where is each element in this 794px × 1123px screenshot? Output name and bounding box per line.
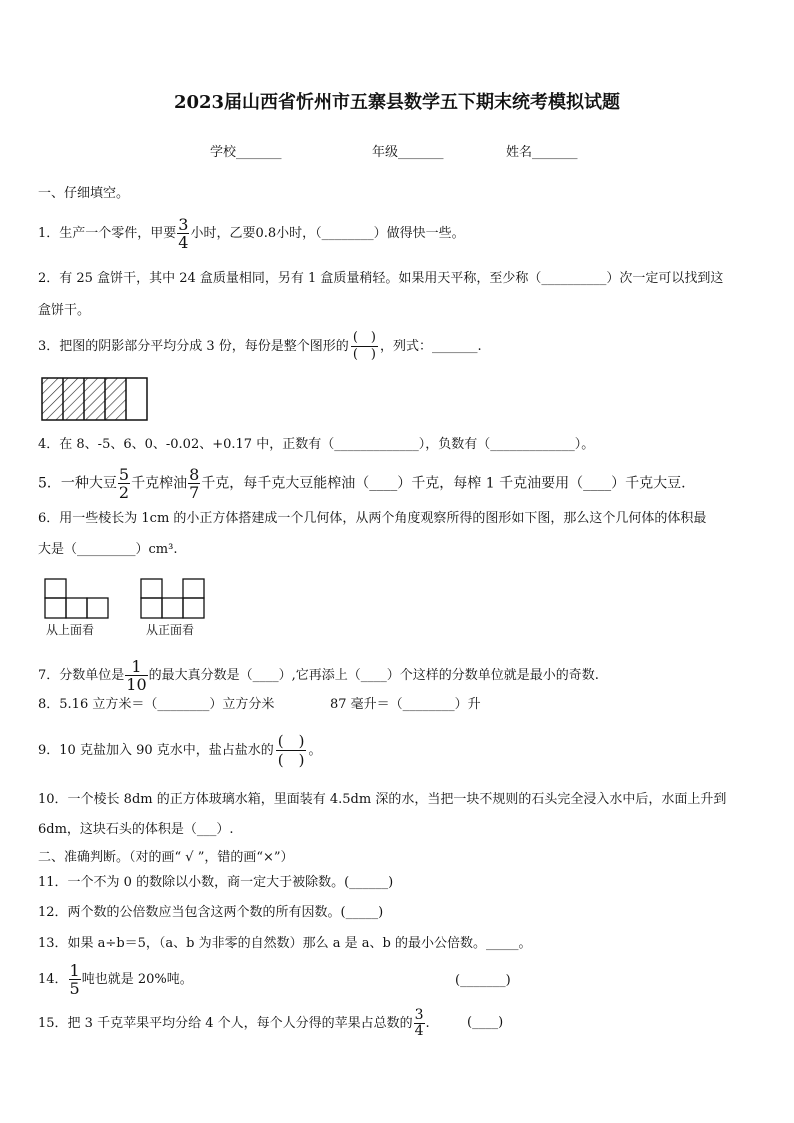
question-10-line-2: 6dm，这块石头的体积是（___）. <box>38 822 234 837</box>
question-3: 3．把图的阴影部分平均分成 3 份，每份是整个图形的 $\frac{( )}{( )}$ ，列式：_______. <box>38 330 482 362</box>
front-view-label: 从正面看 <box>146 623 195 637</box>
question-11: 11．一个不为 0 的数除以小数，商一定大于被除数。(______) <box>38 875 394 890</box>
section-2-heading: 二、准确判断。（对的画“ √ ”，错的画“×”） <box>38 850 294 865</box>
question-7: 7．分数单位是 $\frac{1}{10}$ 的最大真分数是（____）,它再添上（____）个这样的分数单位就是最小的奇数. <box>38 657 599 694</box>
fraction-blank: $\frac{( )}{( )}$ <box>277 732 305 769</box>
top-view-figure <box>44 578 110 620</box>
question-13: 13．如果 a÷b＝5，（a、b 为非零的自然数）那么 a 是 a、b 的最小公倍数。_____。 <box>38 936 532 951</box>
question-2-line-2: 盒饼干。 <box>38 303 91 318</box>
question-2-line-1: 2．有 25 盒饼干，其中 24 盒质量相同，另有 1 盒质量稍轻。如果用天平称，至少称（__________）次一定可以找到这 <box>38 271 724 286</box>
question-8-part-1: 8．5.16 立方米＝（________）立方分米 <box>38 697 275 712</box>
fraction: $\frac{1}{5}$ <box>69 961 80 998</box>
question-14: 14． $\frac{1}{5}$ 吨也就是 20%吨。 <box>38 961 193 998</box>
grade-field[interactable]: 年级_______ <box>372 145 444 160</box>
top-view-label: 从上面看 <box>46 623 95 637</box>
fraction: $\frac{8}{7}$ <box>189 465 200 502</box>
fraction: $\frac{1}{10}$ <box>126 657 147 694</box>
fraction-blank: $\frac{( )}{( )}$ <box>352 330 376 362</box>
front-view-figure <box>140 578 208 620</box>
name-field[interactable]: 姓名_______ <box>506 145 578 160</box>
question-15-answer-blank[interactable]: (____) <box>467 1015 504 1030</box>
question-8-part-2: 87 毫升＝（________）升 <box>330 697 481 712</box>
question-1: 1．生产一个零件，甲要 $\frac{3}{4}$ 小时，乙要0.8小时，（________）做得快一些。 <box>38 215 465 252</box>
school-field[interactable]: 学校_______ <box>210 145 282 160</box>
question-14-answer-blank[interactable]: (_______) <box>455 973 511 988</box>
question-15: 15．把 3 千克苹果平均分给 4 个人，每个人分得的苹果占总数的 $\frac{3}{4}$ . <box>38 1007 430 1039</box>
question-9: 9．10 克盐加入 90 克水中，盐占盐水的 $\frac{( )}{( )}$ 。 <box>38 732 322 769</box>
page-title: 2023届山西省忻州市五寨县数学五下期末统考模拟试题 <box>173 92 621 113</box>
question-4: 4．在 8、-5、6、0、-0.02、+0.17 中，正数有（_____________），负数有（_____________）。 <box>38 437 595 452</box>
question-5: 5．一种大豆 $\frac{5}{2}$ 千克榨油 $\frac{8}{7}$ 千克，每千克大豆能榨油（____）千克，每榨 1 千克油要用（____）千克大豆. <box>38 465 686 502</box>
question-6-line-1: 6．用一些棱长为 1cm 的小正方体搭建成一个几何体，从两个角度观察所得的图形如下图，那么这个几何体的体积最 <box>38 511 707 526</box>
section-1-heading: 一、仔细填空。 <box>38 186 130 201</box>
fraction: $\frac{5}{2}$ <box>118 465 130 502</box>
question-10-line-1: 10．一个棱长 8dm 的正方体玻璃水箱，里面装有 4.5dm 深的水，当把一块不规则的石头完全浸入水中后，水面上升到 <box>38 792 727 807</box>
fraction: $\frac{3}{4}$ <box>178 215 189 252</box>
q3-shaded-rectangle-figure <box>40 376 150 422</box>
question-12: 12．两个数的公倍数应当包含这两个数的所有因数。(_____) <box>38 905 384 920</box>
question-6-line-2: 大是（_________）cm³. <box>38 542 178 557</box>
fraction: $\frac{3}{4}$ <box>414 1007 424 1039</box>
